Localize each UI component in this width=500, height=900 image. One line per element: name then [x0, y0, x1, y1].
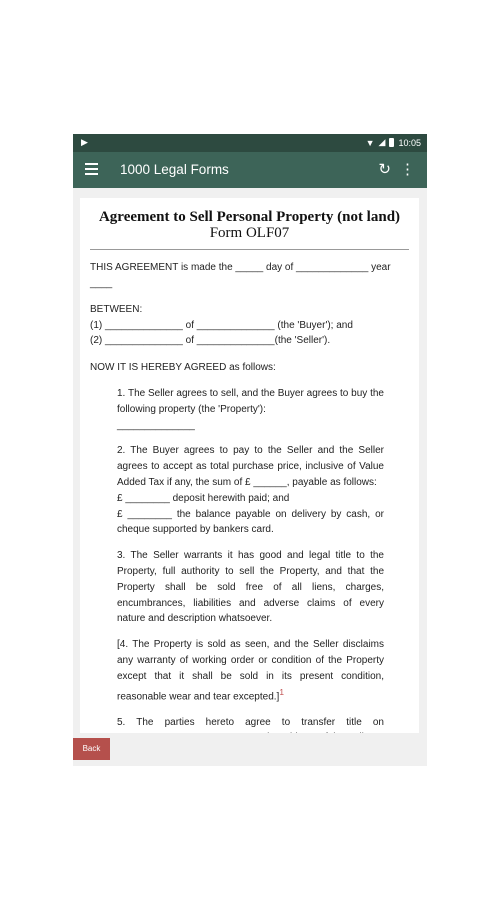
clause-4-text: [4. The Property is sold as seen, and the Seller disclaims any warranty of working order or condition of the Property except that it shall be sold in its present condition, reasonable wear and tear excepted.]: [117, 639, 384, 702]
party-1: (1) ______________ of ______________ (the 'Buyer'); and: [90, 319, 353, 331]
intro-line: THIS AGREEMENT is made the _____ day of _____________ year ____: [90, 262, 391, 289]
clause-2-deposit: £ ________ deposit herewith paid; and: [117, 492, 290, 504]
agreed-line: NOW IT IS HEREBY AGREED as follows:: [90, 361, 276, 373]
document-view[interactable]: [80, 198, 419, 733]
app-bar: [73, 152, 427, 188]
footnote-link[interactable]: 1: [279, 686, 284, 697]
document-title-text: Agreement to Sell Personal Property (not land): [98, 209, 401, 225]
clause-5: 5. The parties hereto agree to transfer title on: [117, 716, 384, 728]
app-title: 1000 Legal Forms: [120, 162, 229, 177]
clause-1-blank: ______________: [117, 419, 195, 431]
clause-2: 2. The Buyer agrees to pay to the Seller and the Seller agrees to accept as total purchase price, inclusive of Value Added Tax if any, the sum of £ ______, payable as follows:: [117, 445, 384, 488]
battery-icon: [389, 138, 394, 147]
clause-3: 3. The Seller warrants it has good and legal title to the Property, full authority to sell the Property, and that the Property shall be sold free of all liens, charges, encumbrances, liabilities and adverse claims of every nature and description whatsoever.: [117, 550, 384, 625]
clause-2-balance: £ ________ the balance payable on delivery by cash, or cheque supported by bankers card.: [117, 508, 384, 536]
clause-1: 1. The Seller agrees to sell, and the Buyer agrees to buy the following property (the 'Property'):: [117, 388, 384, 415]
party-2: (2) ______________ of ______________(the 'Seller').: [90, 335, 331, 346]
clause-4: [117, 637, 384, 705]
play-store-icon: ▶: [81, 137, 88, 147]
signal-icon: ◢: [378, 137, 386, 147]
menu-icon[interactable]: [85, 163, 98, 176]
back-button[interactable]: Back: [73, 738, 110, 760]
between-label: BETWEEN:: [90, 304, 143, 315]
status-bar: [73, 134, 427, 152]
document-title: [90, 209, 409, 241]
wifi-icon: ▼: [365, 137, 375, 148]
form-code: Form OLF07: [209, 225, 290, 241]
title-divider: [90, 249, 409, 250]
refresh-icon[interactable]: ↻: [378, 161, 391, 178]
bottom-bar: [73, 733, 427, 766]
status-time: 10:05: [398, 137, 421, 148]
phone-screen: [73, 134, 427, 766]
more-options-icon[interactable]: ⋮: [400, 161, 415, 178]
